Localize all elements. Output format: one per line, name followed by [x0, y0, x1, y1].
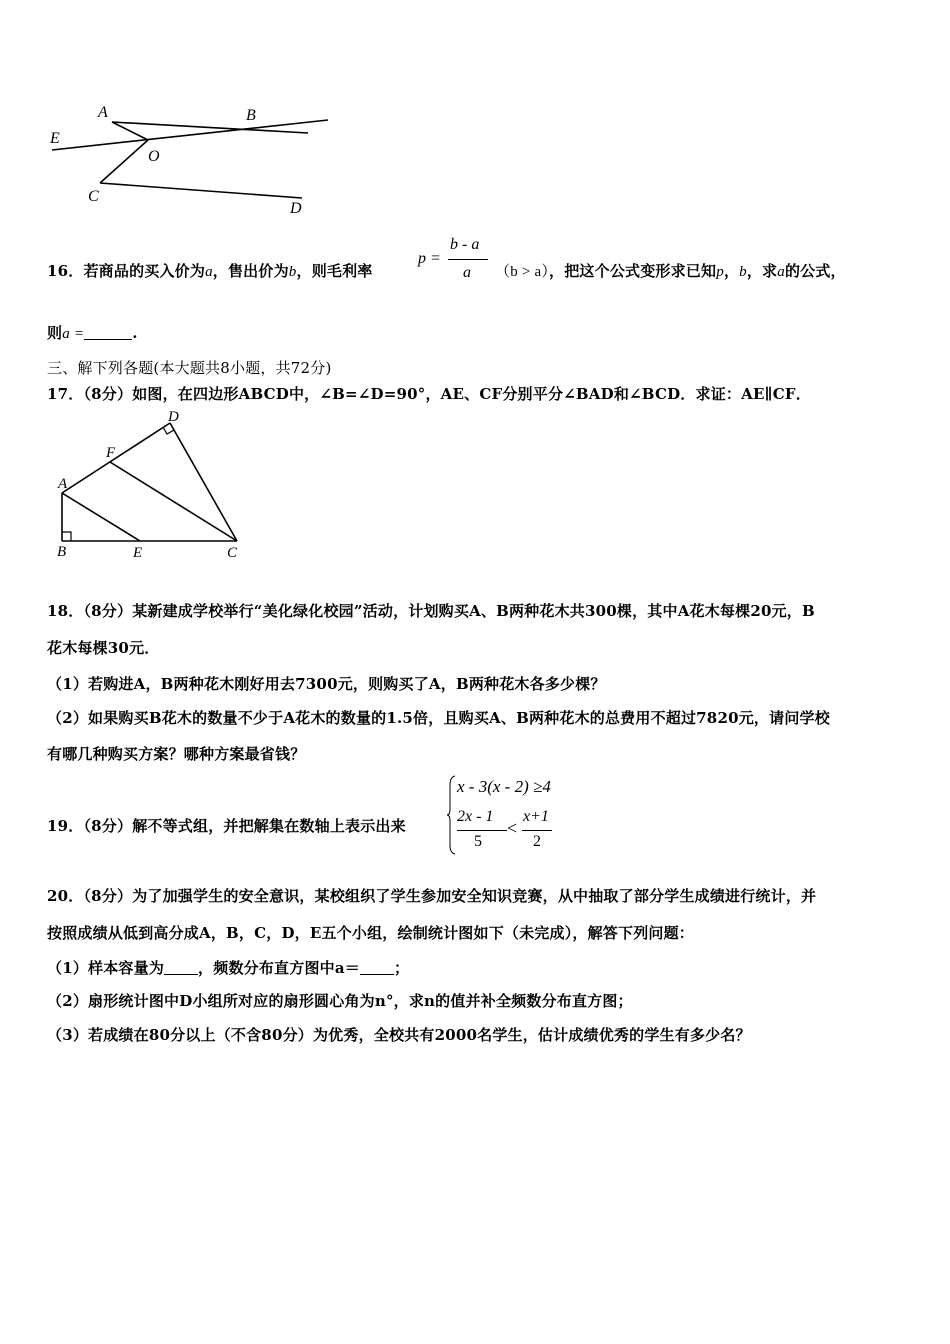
q16-p-lhs: p = — [418, 250, 441, 267]
q18-sub2-line2: 有哪几种购买方案？哪种方案最省钱？ — [47, 745, 306, 763]
q16-formula — [418, 236, 498, 288]
q20-sub1-a: （1）样本容量为 — [47, 959, 165, 977]
q19-inequality-1: x - 3(x - 2) ≥4 — [457, 777, 551, 796]
q18-sub1: （1）若购进A，B两种花木刚好用去7300元，则购买了A，B两种花木各多少棵？ — [47, 675, 606, 693]
q19-ineq2-num-left: 2x - 1 — [457, 808, 494, 825]
line-oc — [100, 140, 148, 183]
q16-answer-blank[interactable] — [84, 325, 132, 340]
q19-ineq2-sign: < — [507, 818, 518, 838]
section-3-heading: 三、解下列各题(本大题共8小题，共72分) — [47, 359, 332, 377]
q16-mid1: ，售出价为 — [212, 262, 289, 280]
q16-line2-prefix: 则 — [47, 324, 63, 342]
q20-line2: 按照成绩从低到高分成A，B，C，D，E五个小组，绘制统计图如下（未完成），解答下列问题： — [47, 924, 694, 942]
q16-line1-tail — [495, 260, 846, 281]
q19-ineq2-bar-right — [522, 830, 552, 831]
label-e: E — [50, 130, 60, 147]
q16-var-b: b — [288, 264, 297, 280]
q20-sub3: （3）若成绩在80分以上（不含80分）为优秀，全校共有2000名学生，估计成绩优秀的学生有多少名？ — [47, 1026, 751, 1044]
label-c: C — [227, 545, 238, 561]
label-o: O — [148, 148, 160, 165]
q16-line2-var: a = — [62, 326, 85, 342]
q19-left-brace — [447, 775, 457, 855]
q19-ineq2-num-right: x+1 — [523, 808, 549, 825]
q16-line1 — [47, 260, 373, 281]
q16-prefix: 16．若商品的买入价为 — [47, 262, 206, 280]
label-b: B — [246, 107, 256, 124]
q16-var-a: a — [205, 264, 213, 280]
segment-cf — [110, 462, 237, 541]
q19-ineq2-den-left: 5 — [474, 833, 482, 850]
q20-sub1-b: ，频数分布直方图中a＝ — [198, 959, 360, 977]
q20-sub1-c: ； — [393, 959, 410, 977]
q20-sub1 — [47, 957, 409, 978]
right-angle-b — [62, 532, 71, 541]
q16-line2-suffix: . — [132, 324, 138, 342]
q18-line2: 花木每棵30元． — [47, 639, 160, 657]
line-cd — [100, 183, 302, 198]
q18-line1: 18．（8分）某新建成学校举行“美化绿化校园”活动，计划购买A、B两种花木共300棵，其中A花木每棵20元，B — [47, 602, 815, 620]
label-d: D — [290, 200, 302, 217]
q16-denominator: a — [463, 264, 471, 281]
q19-inequality-system — [447, 775, 587, 857]
q19-ineq2-den-right: 2 — [533, 833, 541, 850]
q16-mid3: ，把这个公式变形求已知 — [549, 262, 717, 280]
q16-suffix: 的公式， — [784, 262, 846, 280]
segment-ae — [62, 493, 140, 541]
side-ad — [62, 423, 170, 493]
q19-text: 19．（8分）解不等式组，并把解集在数轴上表示出来 — [47, 817, 406, 835]
q20-sub2: （2）扇形统计图中D小组所对应的扇形圆心角为n°，求n的值并补全频数分布直方图； — [47, 992, 633, 1010]
line-ao-b — [112, 122, 148, 140]
q16-mid4: ，求 — [746, 262, 778, 280]
line-a-cross — [112, 122, 308, 133]
q16-mid2: ，则毛利率 — [296, 262, 373, 280]
q20-sample-size-blank[interactable] — [164, 960, 198, 975]
q17-text: 17．（8分）如图，在四边形ABCD中，∠B=∠D=90°，AE、CF分别平分∠BAD和∠BCD．求证：AE∥CF． — [47, 385, 811, 403]
q20-line1: 20．（8分）为了加强学生的安全意识，某校组织了学生参加安全知识竞赛，从中抽取了部分学生成绩进行统计，并 — [47, 887, 817, 905]
figure-quadrilateral-abcd — [50, 408, 250, 566]
label-c: C — [88, 188, 99, 205]
q16-numerator: b - a — [450, 236, 480, 253]
q16-fraction-bar — [448, 259, 488, 260]
q16-var-p2: p — [716, 264, 724, 280]
q20-a-value-blank[interactable] — [360, 960, 394, 975]
figure-lines-abcdeo — [40, 95, 340, 220]
side-dc — [170, 423, 237, 541]
q19-ineq2-bar-left — [457, 830, 507, 831]
q16-var-b2: b — [739, 264, 747, 280]
label-a: A — [98, 104, 108, 121]
label-f: F — [106, 445, 116, 461]
q16-var-a2: a — [777, 264, 785, 280]
q16-line2 — [47, 322, 138, 343]
label-a: A — [58, 476, 68, 492]
label-e: E — [133, 545, 143, 561]
label-b: B — [57, 544, 67, 560]
q16-condition: （b > a） — [495, 264, 550, 280]
label-d: D — [168, 409, 179, 425]
q18-sub2-line1: （2）如果购买B花木的数量不少于A花木的数量的1.5倍，且购买A、B两种花木的总费用不超过7820元，请问学校 — [47, 709, 830, 727]
q16-sep1: ， — [723, 262, 740, 280]
line-eb — [52, 120, 328, 150]
